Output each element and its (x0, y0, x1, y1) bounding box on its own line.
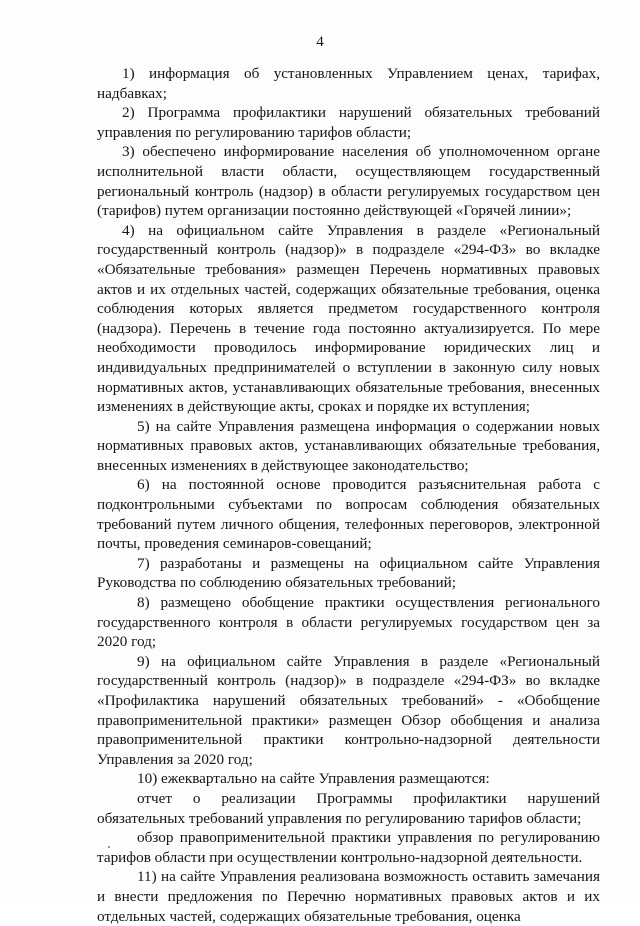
paragraph-10-item-review: обзор правоприменительной практики управления по регулированию тарифов области при осуществлении контрольно-надзорной деятельности. (97, 829, 600, 866)
document-body (97, 64, 600, 926)
paragraph-10-item-report: отчет о реализации Программы профилактики нарушений обязательных требований управления по регулированию тарифов области; (97, 789, 600, 827)
paragraph-5: 5) на сайте Управления размещена информация о содержании новых нормативных правовых актов, устанавливающих обязательные требования, внесенных изменениях в действующее законодательство; (97, 417, 600, 474)
page-number: 4 (316, 34, 324, 50)
paragraph-2: 2) Программа профилактики нарушений обязательных требований управления по регулированию тарифов области; (97, 104, 600, 141)
scan-speck (108, 846, 110, 848)
paragraph-11: 11) на сайте Управления реализована возможность оставить замечания и внести предложения по Перечню нормативных правовых актов и их отдельных частей, содержащих обязательные требования, оценка (97, 868, 600, 925)
paragraph-9: 9) на официальном сайте Управления в разделе «Региональный государственный контроль (надзор)» в подразделе «294-ФЗ» во вкладке «Профилактика нарушений обязательных требований» - «Обобщение правоприменительной практики» размещен Обзор обобщения и анализа правоприменительной практики контрольно-надзорной деятельности Управления за 2020 год; (97, 652, 600, 768)
paragraph-1: 1) информация об установленных Управлением ценах, тарифах, надбавках; (97, 65, 600, 102)
paragraph-6: 6) на постоянной основе проводится разъяснительная работа с подконтрольными субъектами по вопросам соблюдения обязательных требований путем личного общения, телефонных переговоров, электронной почты, проведения семинаров-совещаний; (97, 476, 600, 553)
paragraph-4: 4) на официальном сайте Управления в разделе «Региональный государственный контроль (надзор)» в подразделе «294-ФЗ» во вкладке «Обязательные требования» размещен Перечень нормативных правовых актов и их отдельных частей, содержащих обязательные требования, оценка соблюдения которых является предметом государственного контроля (надзора). Перечень в течение года постоянно актуализируется. По мере необходимости проводилось информирование юридических лиц и индивидуальных предпринимателей о вступлении в законную силу новых нормативных актов, устанавливающих обязательные требования, внесенных изменениях в действующие акты, сроках и порядке их вступления; (97, 221, 600, 416)
paragraph-7: 7) разработаны и размещены на официальном сайте Управления Руководства по соблюдению обязательных требований; (97, 554, 600, 592)
paragraph-3: 3) обеспечено информирование населения об уполномоченном органе исполнительной власти области, осуществляющем государственный региональный контроль (надзор) в области регулируемых государством цен (тарифов) путем организации постоянно действующей «Горячей линии»; (97, 143, 600, 220)
paragraph-8: 8) размещено обобщение практики осуществления регионального государственного контроля в области регулируемых государством цен за 2020 год; (97, 594, 600, 651)
paragraph-10: 10) ежеквартально на сайте Управления размещаются: (137, 770, 490, 788)
